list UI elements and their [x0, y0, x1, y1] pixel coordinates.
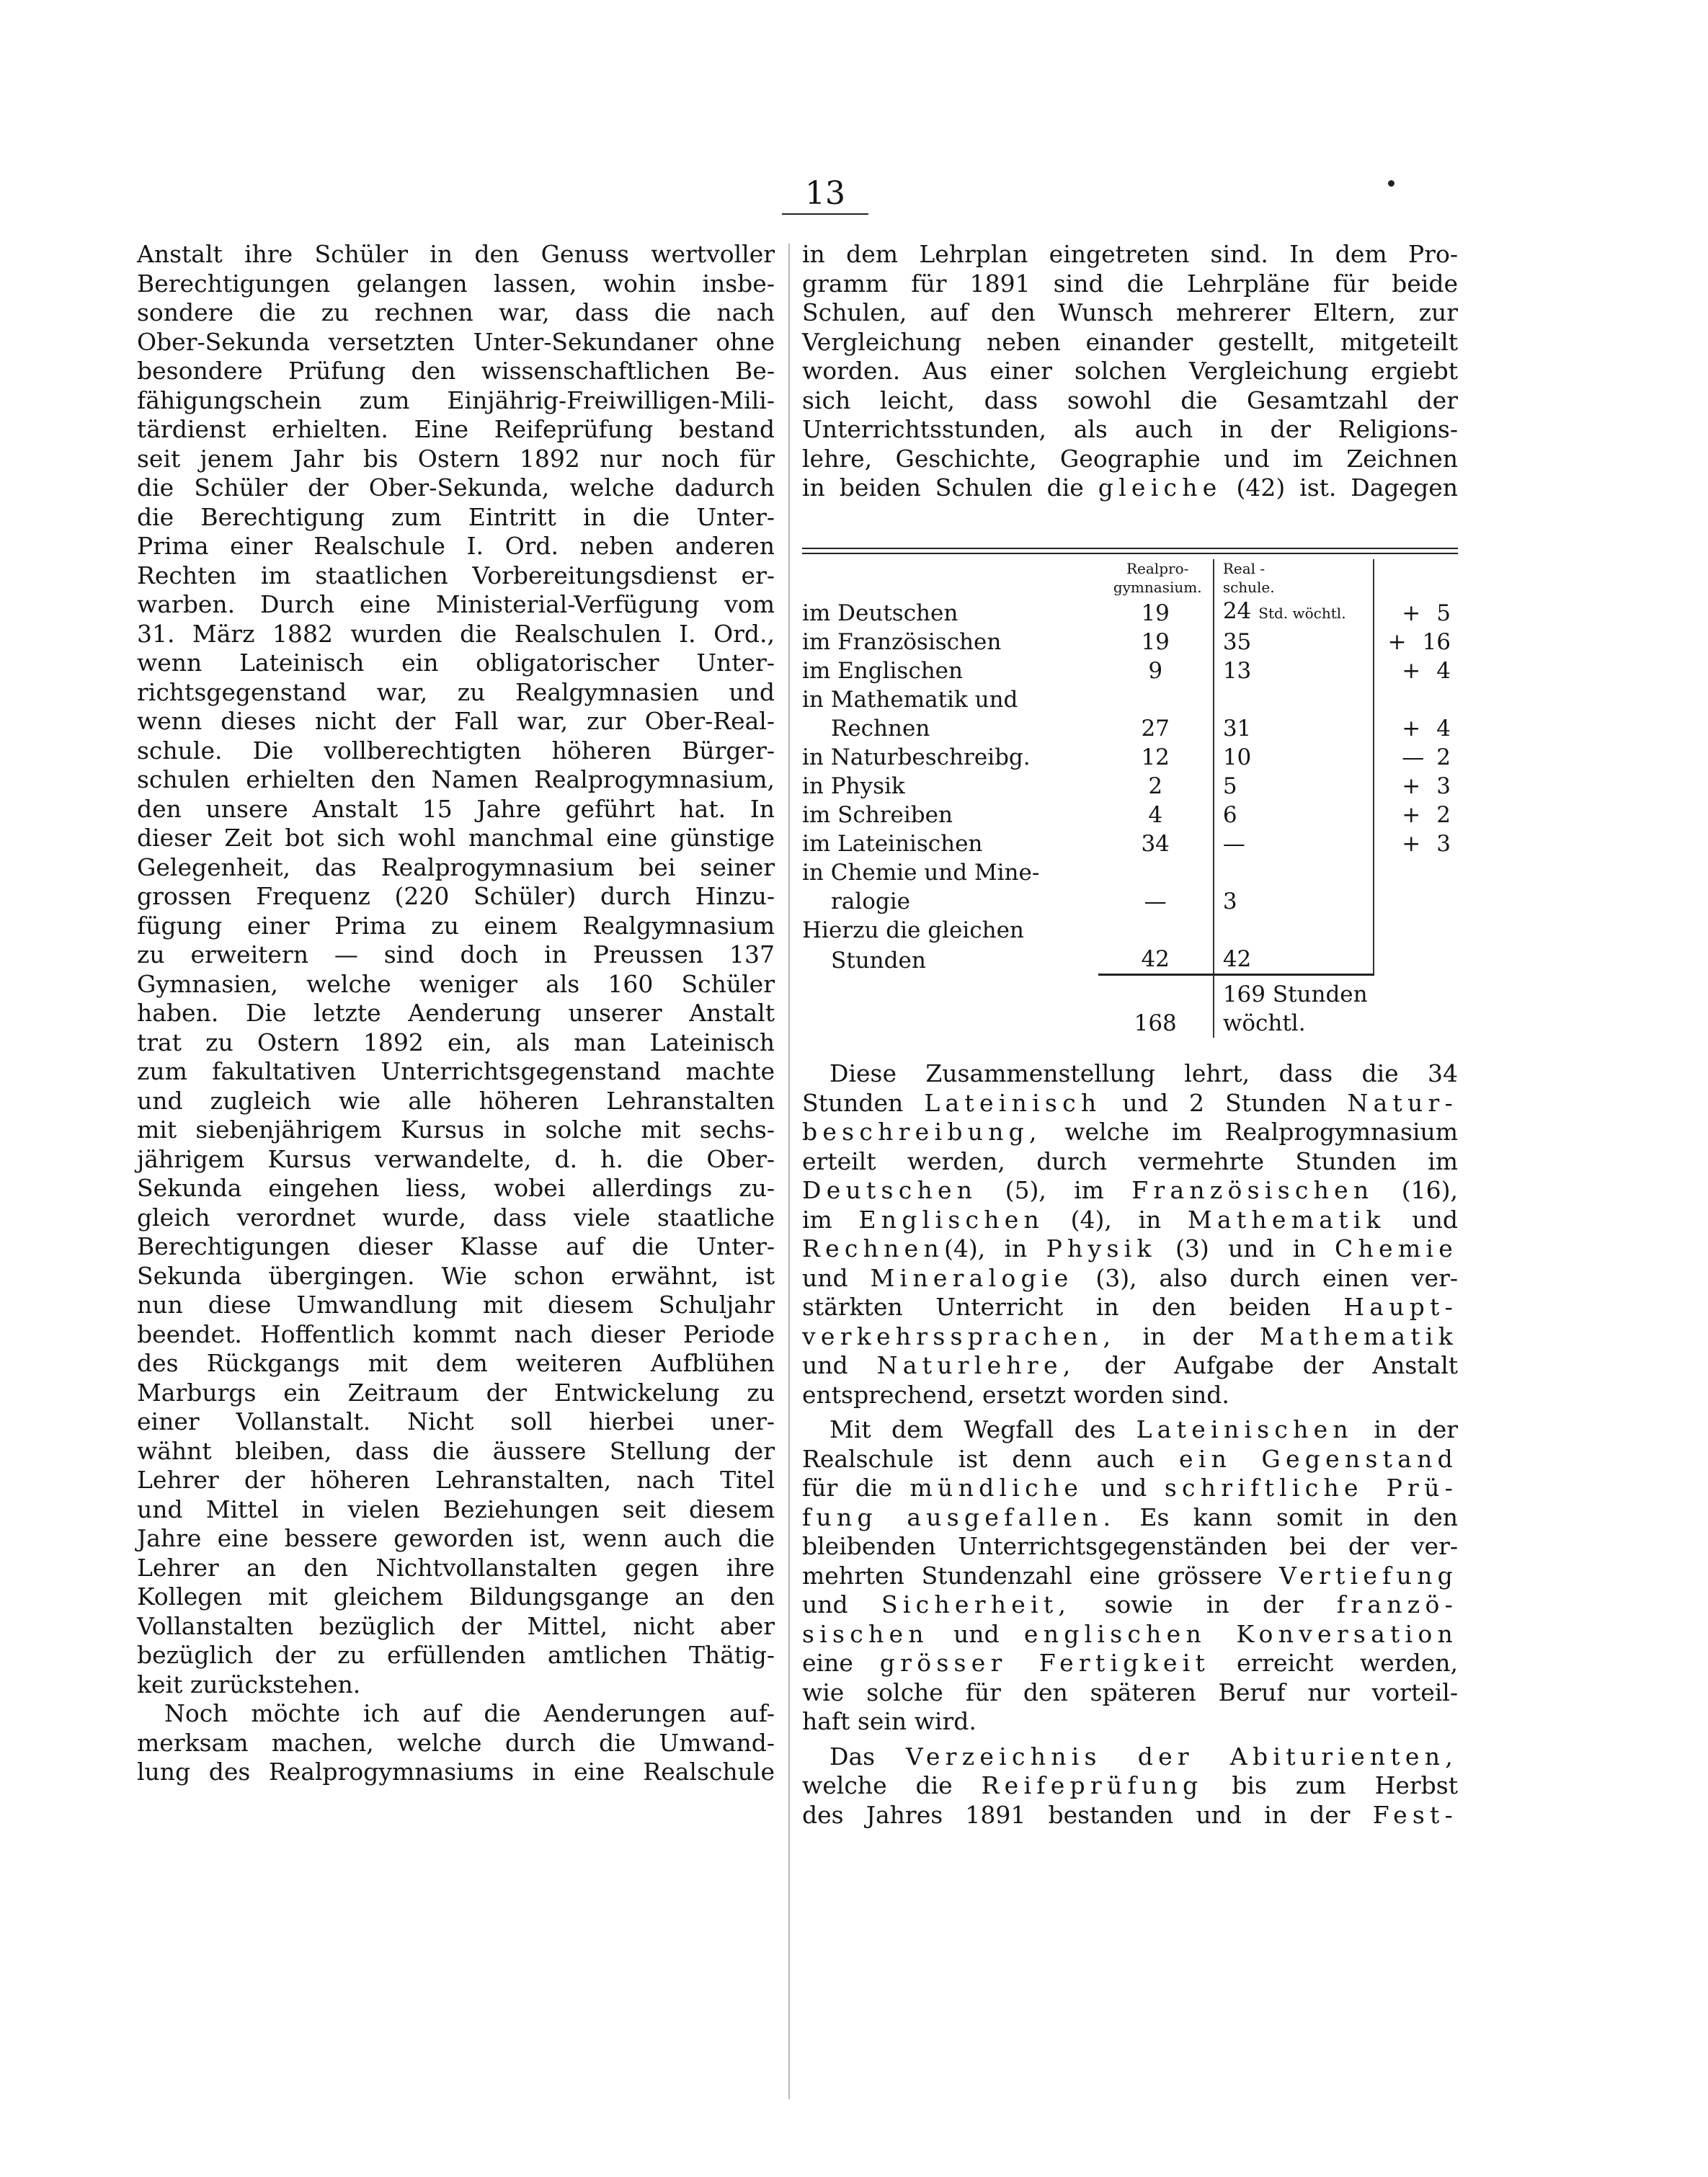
table-top-rule [802, 548, 1458, 549]
text-line: und Sicherheit, sowie in der franzö- [802, 1590, 1458, 1619]
text-line: bleibenden Unterrichtsgegenständen bei der ver- [802, 1532, 1458, 1560]
difference-cell [1374, 829, 1458, 858]
text-line: warben. Durch eine Ministerial-Verfügung vom [137, 590, 775, 618]
realschule-hours [1214, 916, 1374, 945]
text-line: in dem Lehrplan eingetreten sind. In dem Pro- [802, 240, 1458, 268]
text-line: Berechtigungen gelangen lassen, wohin insbe- [137, 269, 775, 298]
text-line: Diese Zusammenstellung lehrt, dass die 34 [829, 1059, 1458, 1087]
subject-cell: in Naturbeschreibg. [802, 744, 1031, 770]
text-line: Vergleichung neben einander gestellt, mitgeteilt [802, 327, 1458, 356]
text-line: tärdienst erhielten. Eine Reifeprüfung bestand [137, 415, 775, 443]
text-line: worden. Aus einer solchen Vergleichung ergiebt [802, 357, 1458, 385]
curriculum-comparison-table [802, 559, 1458, 1049]
table-totals [802, 975, 1458, 1038]
difference-value: 3 [1436, 831, 1451, 857]
text-line: mit siebenjährigem Kursus in solche mit sechs- [137, 1116, 775, 1144]
print-speck [1388, 180, 1395, 187]
text-line: Marburgs ein Zeitraum der Entwickelung zu [137, 1378, 775, 1407]
difference-cell [1374, 858, 1458, 887]
header-realschule: Real - schule. [1214, 559, 1374, 597]
text-line: mehrten Stundenzahl eine grössere Vertiefung [802, 1561, 1458, 1590]
difference-sign: + [1402, 802, 1421, 828]
text-line: Anstalt ihre Schüler in den Genuss wertvoller [137, 240, 775, 268]
difference-sign: + [1402, 773, 1421, 799]
page-number: 13 [805, 175, 845, 212]
text-line: Schulen, auf den Wunsch mehrerer Eltern, zur [802, 298, 1458, 326]
table-row [802, 597, 1458, 628]
subject-cell: im Deutschen [802, 600, 958, 626]
difference-cell [1374, 945, 1458, 975]
text-line: trat zu Ostern 1892 ein, als man Lateinisch [137, 1028, 775, 1056]
realschule-hours: 3 [1214, 887, 1374, 916]
text-line: merksam machen, welche durch die Umwand- [137, 1728, 775, 1757]
subject-cell: in Chemie und Mine- [802, 860, 1040, 886]
table-row [802, 628, 1458, 656]
text-line: einer Vollanstalt. Nicht soll hierbei uner- [137, 1407, 775, 1435]
difference-cell [1374, 801, 1458, 829]
table-top-rule-2 [802, 553, 1458, 554]
text-line: bezüglich der zu erfüllenden amtlichen Thätig- [137, 1641, 775, 1669]
realschule-hours: 35 [1214, 628, 1374, 656]
table-row [802, 714, 1458, 743]
text-line: Gelegenheit, das Realprogymnasium bei seiner [137, 852, 775, 881]
realprogymnasium-hours: 34 [1098, 829, 1214, 858]
realschule-hours [1214, 858, 1374, 887]
realprogymnasium-hours: 19 [1098, 628, 1214, 656]
text-line: Deutschen (5), im Französischen (16), [802, 1176, 1458, 1204]
subject-cell: im Lateinischen [802, 831, 983, 857]
table-row [802, 945, 1458, 975]
text-line: haben. Die letzte Aenderung unserer Anstalt [137, 999, 775, 1027]
difference-sign: + [1402, 831, 1421, 857]
text-line: und Mittel in vielen Beziehungen seit diesem [137, 1495, 775, 1523]
difference-sign: + [1402, 658, 1421, 684]
subject-cell: Stunden [831, 947, 926, 974]
text-line: im Englischen (4), in Mathematik und [802, 1205, 1458, 1234]
difference-value: 2 [1436, 802, 1451, 828]
right-column-intro [802, 240, 1458, 503]
text-line: Lehrer an den Nichtvollanstalten gegen ihre [137, 1553, 775, 1582]
unit-label: Std. wöchtl. [1258, 605, 1346, 622]
total-realprogymnasium: 168 [1098, 975, 1214, 1038]
hours-table [802, 559, 1458, 1038]
difference-sign: + [1402, 716, 1421, 742]
text-line: Rechten im staatlichen Vorbereitungsdienst er- [137, 561, 775, 589]
text-line: Ober-Sekunda versetzten Unter-Sekundaner ohne [137, 327, 775, 356]
realprogymnasium-hours: 9 [1098, 656, 1214, 685]
difference-value: 4 [1436, 658, 1451, 684]
text-line: grossen Frequenz (220 Schüler) durch Hinzu- [137, 882, 775, 910]
difference-cell [1374, 656, 1458, 685]
difference-cell [1374, 685, 1458, 714]
table-row [802, 772, 1458, 801]
realprogymnasium-hours: 2 [1098, 772, 1214, 801]
text-line: beendet. Hoffentlich kommt nach dieser Periode [137, 1319, 775, 1348]
text-line: wenn dieses nicht der Fall war, zur Ober-Real- [137, 707, 775, 735]
text-line: welche die Reifeprüfung bis zum Herbst [802, 1771, 1458, 1799]
difference-sign: — [1402, 744, 1425, 770]
text-line: wie solche für den späteren Beruf nur vorteil- [802, 1678, 1458, 1706]
realprogymnasium-hours: 4 [1098, 801, 1214, 829]
header-realprogymnasium: Realpro- gymnasium. [1098, 559, 1214, 597]
subject-cell: im Schreiben [802, 802, 953, 828]
realschule-hours: — [1214, 829, 1374, 858]
realprogymnasium-hours: 12 [1098, 743, 1214, 772]
subject-cell: im Englischen [802, 658, 963, 684]
difference-value: 5 [1436, 600, 1451, 626]
text-line: stärkten Unterricht in den beiden Haupt- [802, 1293, 1458, 1321]
table-row [802, 801, 1458, 829]
text-line: besondere Prüfung den wissenschaftlichen Be- [137, 357, 775, 385]
realschule-hours: 42 [1214, 945, 1374, 975]
text-line: lung des Realprogymnasiums in eine Realschule [137, 1758, 775, 1786]
left-paragraph-2 [137, 1699, 775, 1787]
difference-cell [1374, 916, 1458, 945]
right-column-body [802, 1059, 1458, 1830]
realprogymnasium-hours [1098, 916, 1214, 945]
text-line: sischen und englischen Konversation [802, 1619, 1458, 1648]
text-line: jährigem Kursus verwandelte, d. h. die Ober- [137, 1144, 775, 1173]
realschule-hours: 13 [1214, 656, 1374, 685]
difference-cell [1374, 772, 1458, 801]
page-number-rule [782, 213, 868, 215]
realprogymnasium-hours [1098, 685, 1214, 714]
text-line: gramm für 1891 sind die Lehrpläne für beide [802, 269, 1458, 298]
text-line: lehre, Geschichte, Geographie und im Zeichnen [802, 444, 1458, 473]
realprogymnasium-hours: — [1098, 887, 1214, 916]
text-line: wähnt bleiben, dass die äussere Stellung der [137, 1436, 775, 1465]
difference-cell [1374, 714, 1458, 743]
text-line: sondere die zu rechnen war, dass die nach [137, 298, 775, 326]
text-line: zum fakultativen Unterrichtsgegenstand machte [137, 1057, 775, 1085]
table-row [802, 656, 1458, 685]
text-line: Sekunda übergingen. Wie schon erwähnt, ist [137, 1261, 775, 1290]
text-line: und zugleich wie alle höheren Lehranstalten [137, 1086, 775, 1115]
subject-cell: Hierzu die gleichen [802, 917, 1024, 943]
text-line: des Rückgangs mit dem weiteren Aufblühen [137, 1349, 775, 1377]
difference-cell [1374, 597, 1458, 628]
difference-value: 16 [1422, 629, 1451, 655]
text-line: Vollanstalten bezüglich der Mittel, nicht aber [137, 1611, 775, 1640]
table-row [802, 743, 1458, 772]
realprogymnasium-hours: 27 [1098, 714, 1214, 743]
text-line: gleich verordnet wurde, dass viele staatliche [137, 1203, 775, 1232]
text-line: den unsere Anstalt 15 Jahre geführt hat. In [137, 794, 775, 823]
text-line: erteilt werden, durch vermehrte Stunden im [802, 1147, 1458, 1175]
text-line: Rechnen(4), in Physik (3) und in Chemie [802, 1234, 1458, 1263]
text-line: beschreibung, welche im Realprogymnasium [802, 1118, 1458, 1146]
text-line: fähigungschein zum Einjährig-Freiwilligen-Mili- [137, 386, 775, 414]
realschule-hours: 24 Std. wöchtl. [1214, 597, 1374, 628]
difference-cell [1374, 887, 1458, 916]
text-line: nun diese Umwandlung mit diesem Schuljahr [137, 1291, 775, 1319]
subject-cell: im Französischen [802, 629, 1002, 655]
text-line: die Berechtigung zum Eintritt in die Unter- [137, 502, 775, 531]
difference-value: 2 [1436, 744, 1451, 770]
text-line: 31. März 1882 wurden die Realschulen I. Ord., [137, 619, 775, 648]
text-line: und Naturlehre, der Aufgabe der Anstalt [802, 1351, 1459, 1379]
difference-sign: + [1387, 629, 1407, 655]
text-line: für die mündliche und schriftliche Prü- [802, 1474, 1458, 1502]
text-line: verkehrssprachen, in der Mathematik [802, 1322, 1458, 1350]
text-line: keit zurückstehen. [137, 1670, 361, 1699]
difference-cell [1374, 743, 1458, 772]
text-line: Gymnasien, welche weniger als 160 Schüler [137, 969, 775, 998]
text-line: fung ausgefallen. Es kann somit in den [802, 1502, 1459, 1531]
realschule-hours: 5 [1214, 772, 1374, 801]
text-line: Sekunda eingehen liess, wobei allerdings zu- [137, 1174, 775, 1202]
text-line: haft sein wird. [802, 1707, 977, 1735]
text-line: Stunden Lateinisch und 2 Stunden Natur- [802, 1088, 1458, 1117]
table-row [802, 685, 1458, 714]
difference-value: 4 [1436, 716, 1451, 742]
table-row [802, 858, 1458, 887]
subject-cell: Rechnen [831, 716, 930, 742]
right-paragraph-4 [802, 1742, 1458, 1830]
difference-cell [1374, 628, 1458, 656]
text-line: Noch möchte ich auf die Aenderungen auf- [164, 1699, 775, 1727]
text-line: Lehrer der höheren Lehranstalten, nach Titel [137, 1466, 775, 1494]
text-line: und Mineralogie (3), also durch einen ver- [802, 1263, 1458, 1292]
text-line: zu erweitern — sind doch in Preussen 137 [137, 940, 775, 969]
text-line: dieser Zeit bot sich wohl manchmal eine günstige [137, 824, 775, 852]
left-paragraph-1 [137, 240, 775, 1699]
text-line: sich leicht, dass sowohl die Gesamtzahl der [802, 386, 1458, 414]
table-row [802, 829, 1458, 858]
difference-sign: + [1402, 600, 1421, 626]
table-header [802, 559, 1458, 597]
table-row [802, 887, 1458, 916]
realprogymnasium-hours: 19 [1098, 597, 1214, 628]
text-line: seit jenem Jahr bis Ostern 1892 nur noch für [137, 444, 775, 473]
realprogymnasium-hours: 42 [1098, 945, 1214, 975]
text-line: richtsgegenstand war, zu Realgymnasien und [137, 677, 775, 706]
text-line: Realschule ist denn auch ein Gegenstand [802, 1444, 1458, 1473]
text-line: Jahre eine bessere geworden ist, wenn auch die [137, 1524, 775, 1552]
text-line: schulen erhielten den Namen Realprogymnasium, [137, 765, 775, 793]
table-row [802, 916, 1458, 945]
subject-cell: in Physik [802, 773, 905, 799]
right-paragraph-1 [802, 240, 1458, 473]
text-line: wenn Lateinisch ein obligatorischer Unter- [137, 649, 775, 677]
column-divider [788, 244, 790, 2099]
realschule-hours: 10 [1214, 743, 1374, 772]
left-column [137, 240, 775, 1787]
realprogymnasium-hours [1098, 858, 1214, 887]
total-realschule: 169 Stunden wöchtl. [1214, 975, 1374, 1038]
text-line: Unterrichtsstunden, als auch in der Religions- [802, 415, 1458, 443]
right-paragraph-2 [802, 1059, 1458, 1410]
text-line: schule. Die vollberechtigten höheren Bürger- [137, 736, 775, 765]
text-line: Prima einer Realschule I. Ord. neben anderen [137, 532, 775, 560]
text-line: Das Verzeichnis der Abiturienten, [829, 1742, 1458, 1771]
realschule-hours: 31 [1214, 714, 1374, 743]
subject-cell: in Mathematik und [802, 687, 1018, 713]
right-paragraph-3 [802, 1415, 1458, 1737]
text-line: des Jahres 1891 bestanden und in der Fest- [802, 1800, 1458, 1829]
difference-value: 3 [1436, 773, 1451, 799]
text-line: Kollegen mit gleichem Bildungsgange an den [137, 1582, 775, 1611]
text-line: in beiden Schulen die gleiche (42) ist. Dagegen [802, 473, 1458, 502]
text-line: Berechtigungen dieser Klasse auf die Unter- [137, 1232, 775, 1260]
text-line: die Schüler der Ober-Sekunda, welche dadurch [137, 473, 775, 502]
text-line: eine grösser Fertigkeit erreicht werden, [802, 1649, 1458, 1677]
subject-cell: ralogie [831, 889, 910, 914]
realschule-hours [1214, 685, 1374, 714]
realschule-hours: 6 [1214, 801, 1374, 829]
text-line: Mit dem Wegfall des Lateinischen in der [829, 1415, 1458, 1443]
text-line: entsprechend, ersetzt worden sind. [802, 1380, 1229, 1409]
text-line: fügung einer Prima zu einem Realgymnasium [137, 911, 775, 940]
